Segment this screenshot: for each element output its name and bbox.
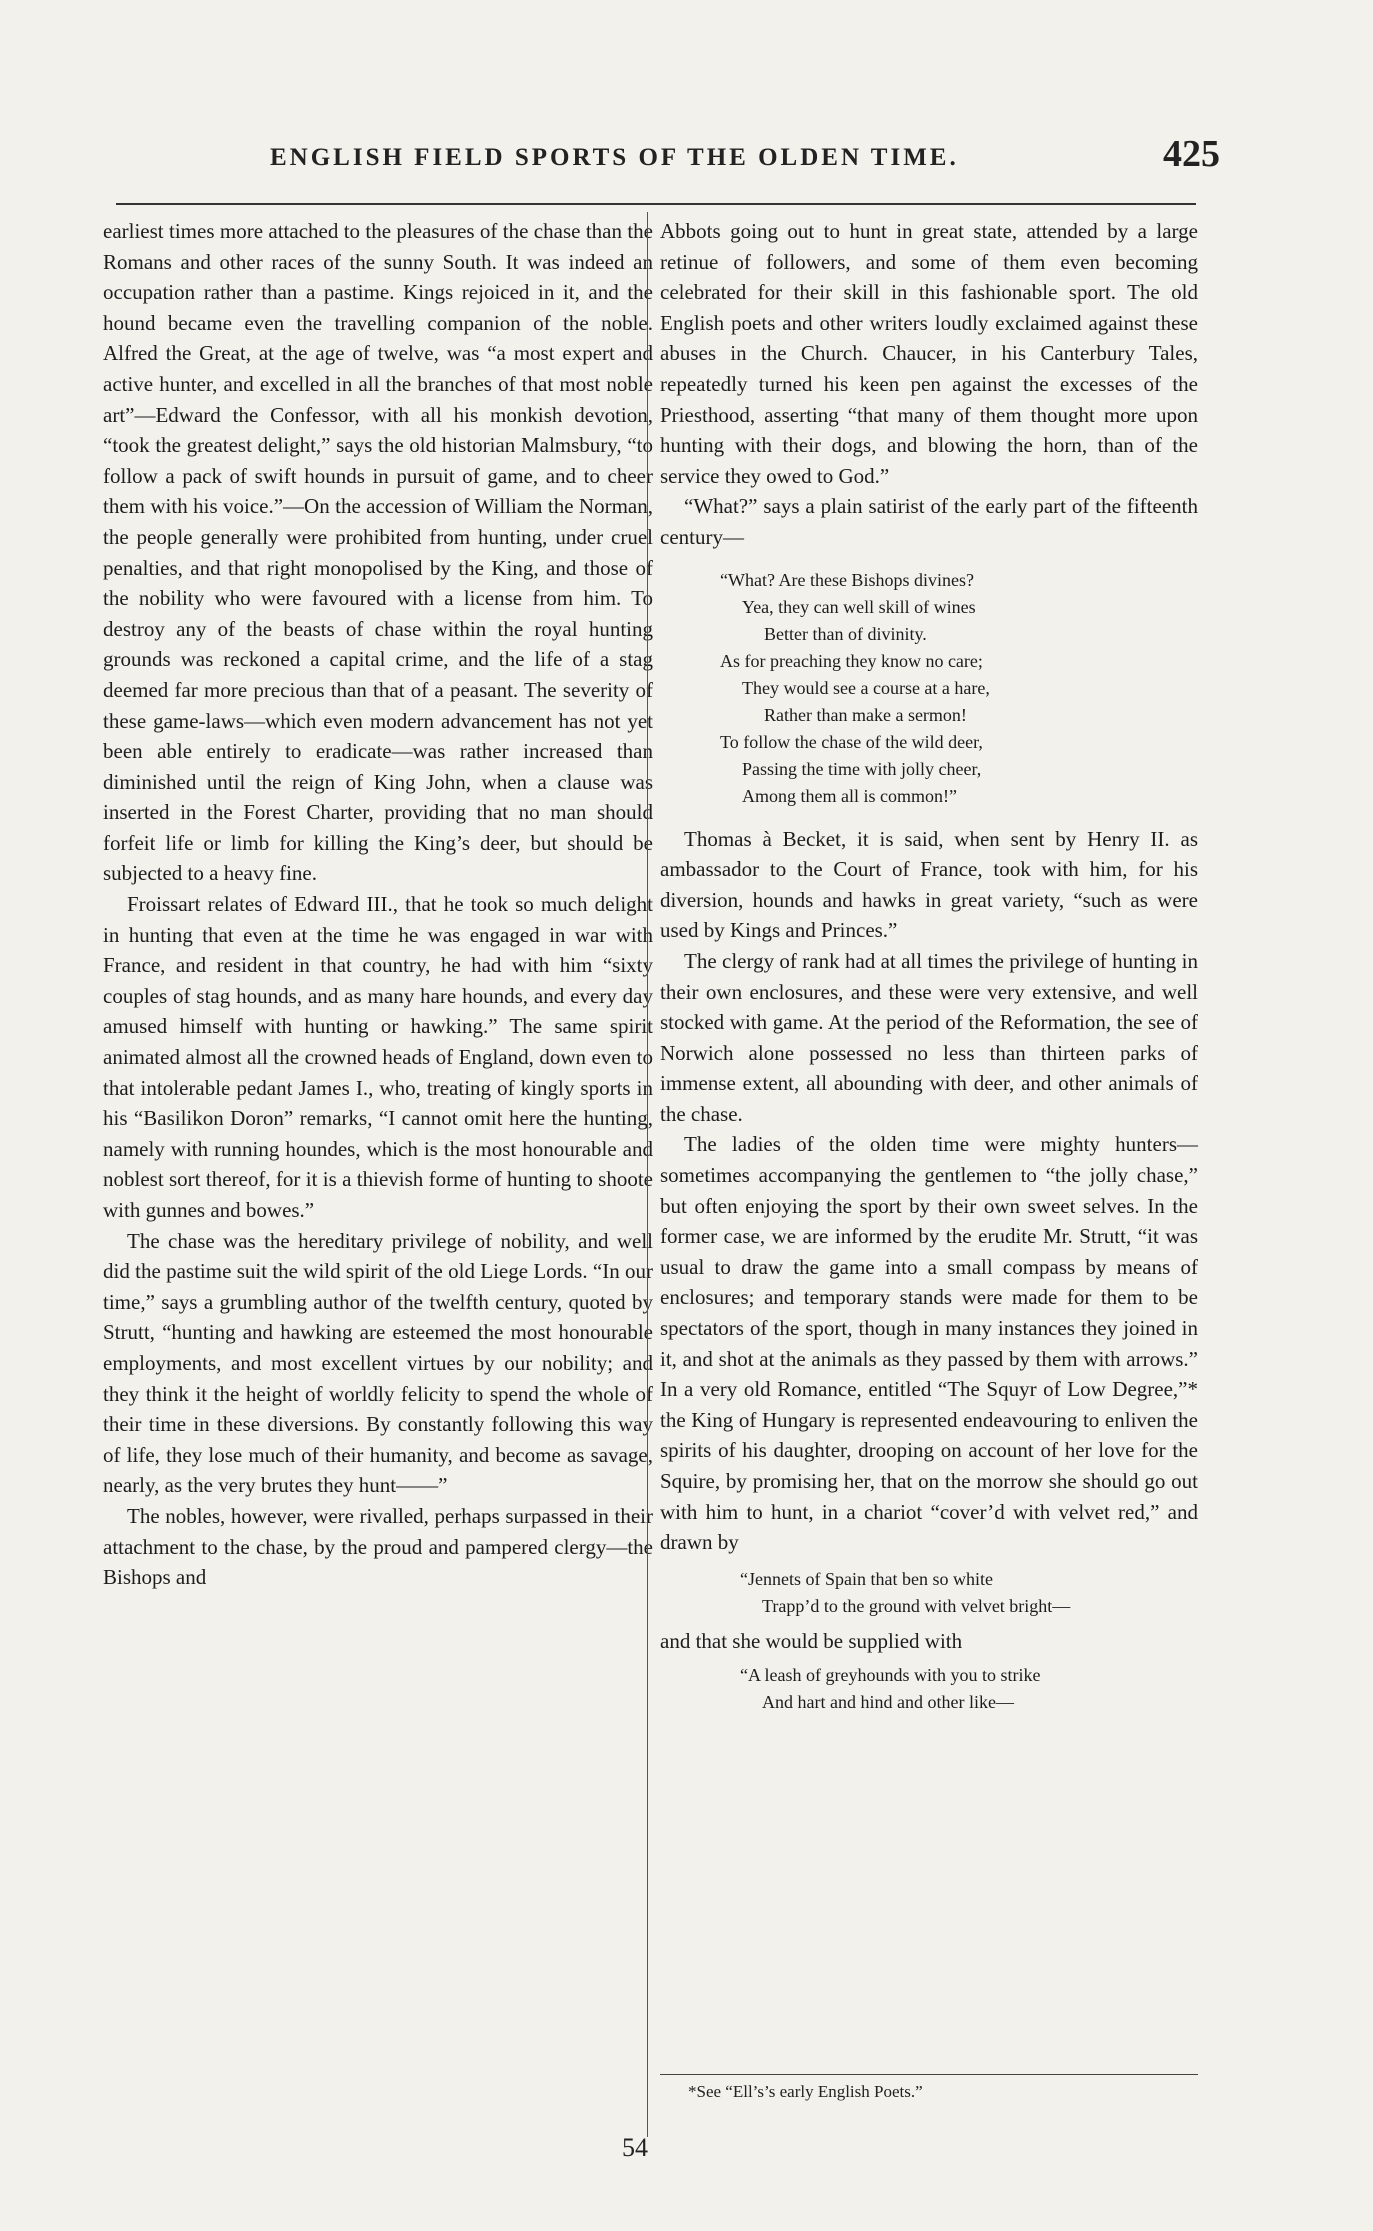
header-rule — [116, 203, 1196, 205]
paragraph: Froissart relates of Edward III., that he took so much delight in hunting that even at the time he was engaged in war with France, and resident in that country, he had with him “sixty couples of stag hounds, and as many hare hounds, and every day amused himself with hunting or hawking.” The same spirit animated almost all the crowned heads of England, down even to that intolerable pedant James I., who, treating of kingly sports in his “Basilikon Doron” remarks, “I cannot omit here the hunting, namely with running houndes, which is the most honourable and noblest sort thereof, for it is a thievish forme of hunting to shoote with gunnes and bowes.” — [103, 892, 653, 1222]
page-header — [230, 132, 1240, 192]
verse-line: Among them all is common!” — [742, 785, 957, 806]
verse-line: Yea, they can well skill of wines — [742, 596, 976, 617]
verse-line: They would see a course at a hare, — [742, 677, 990, 698]
column-divider — [647, 212, 648, 2137]
paragraph: earliest times more attached to the pleasures of the chase than the Romans and other races of the sunny South. It was indeed an occupation rather than a pastime. Kings rejoiced in it, and the hound became even the travelling companion of the noble. Alfred the Great, at the age of twelve, was “a most expert and active hunter, and excelled in all the branches of that most noble art”—Edward the Confessor, with all his monkish devotion, “took the greatest delight,” says the old historian Malmsbury, “to follow a pack of swift hounds in pursuit of game, and to cheer them with his voice.”—On the accession of William the Norman, the people generally were prohibited from hunting, under cruel penalties, and that right monopolised by the King, and those of the nobility who were favoured with a license from him. To destroy any of the beasts of chase within the royal hunting grounds was reckoned a capital crime, and the life of a stag deemed far more precious than that of a peasant. The severity of these game-laws—which even modern advancement has not yet been able entirely to eradicate—was rather increased than diminished until the reign of King John, when a clause was inserted in the Forest Charter, providing that no man should forfeit life or limb for killing the King’s deer, but should be subjected to a heavy fine. — [103, 219, 653, 886]
verse-line: And hart and hind and other like— — [762, 1692, 1014, 1713]
verse-quote — [740, 1566, 1198, 1620]
paragraph: “What?” says a plain satirist of the early part of the fifteenth century— — [660, 494, 1198, 549]
running-title: ENGLISH FIELD SPORTS OF THE OLDEN TIME. — [270, 144, 959, 171]
footnote-rule — [660, 2074, 1198, 2075]
verse-quote — [720, 567, 1198, 810]
paragraph: Thomas à Becket, it is said, when sent by Henry II. as ambassador to the Court of France, took with him, for his diversion, hounds and hawks in great variety, “such as were used by Kings and Princes.” — [660, 826, 1198, 943]
signature-mark: 54 — [622, 2133, 648, 2162]
verse-line: Trapp’d to the ground with velvet bright— — [762, 1595, 1071, 1616]
verse-line: Better than of divinity. — [764, 623, 927, 644]
paragraph: The nobles, however, were rivalled, perhaps surpassed in their attachment to the chase, by the proud and pampered clergy—the Bishops and — [103, 1503, 653, 1590]
verse-line: Passing the time with jolly cheer, — [742, 758, 982, 779]
paragraph: Abbots going out to hunt in great state, attended by a large retinue of followers, and some of them even becoming celebrated for their skill in this fashionable sport. The old English poets and other writers loudly exclaimed against these abuses in the Church. Chaucer, in his Canterbury Tales, repeatedly turned his keen pen against the excesses of the Priesthood, asserting “that many of them thought more upon hunting with their dogs, and blowing the horn, than of the service they owed to God.” — [660, 219, 1198, 488]
verse-line: “What? Are these Bishops divines? — [720, 569, 974, 590]
right-column — [660, 216, 1198, 1716]
paragraph: The ladies of the olden time were mighty hunters—sometimes accompanying the gentlemen to “the jolly chase,” but often enjoying the sport by their own sweet selves. In the former case, we are informed by the erudite Mr. Strutt, “it was usual to draw the game into a small compass by means of enclosures; and temporary stands were made for them to be spectators of the sport, though in many instances they joined in it, and shot at the animals as they passed by them with arrows.” In a very old Romance, entitled “The Squyr of Low Degree,”* the King of Hungary is represented endeavouring to enliven the spirits of his daughter, drooping on account of her love for the Squire, by promising her, that on the morrow she should go out with him to hunt, in a chariot “cover’d with velvet red,” and drawn by — [660, 1132, 1198, 1555]
verse-line: As for preaching they know no care; — [720, 650, 983, 671]
verse-line: To follow the chase of the wild deer, — [720, 731, 983, 752]
left-column — [103, 216, 653, 1593]
verse-quote — [740, 1662, 1198, 1716]
footnote: *See “Ell’s’s early English Poets.” — [688, 2082, 923, 2101]
paragraph: and that she would be supplied with — [660, 1628, 963, 1653]
paragraph: The clergy of rank had at all times the privilege of hunting in their own enclosures, and these were very extensive, and well stocked with game. At the period of the Reformation, the see of Norwich alone possessed no less than thirteen parks of immense extent, all abounding with deer, and other animals of the chase. — [660, 948, 1198, 1126]
verse-line: “Jennets of Spain that ben so white — [740, 1568, 993, 1589]
verse-line: Rather than make a sermon! — [764, 704, 967, 725]
paragraph: The chase was the hereditary privilege of nobility, and well did the pastime suit the wild spirit of the old Liege Lords. “In our time,” says a grumbling author of the twelfth century, quoted by Strutt, “hunting and hawking are esteemed the most honourable employments, and most excellent virtues by our nobility; and they think it the height of worldly felicity to spend the whole of their time in these diversions. By constantly following this way of life, they lose much of their humanity, and become as savage, nearly, as the very brutes they hunt——” — [103, 1228, 653, 1498]
page-number: 425 — [1163, 133, 1220, 175]
verse-line: “A leash of greyhounds with you to strike — [740, 1665, 1041, 1686]
